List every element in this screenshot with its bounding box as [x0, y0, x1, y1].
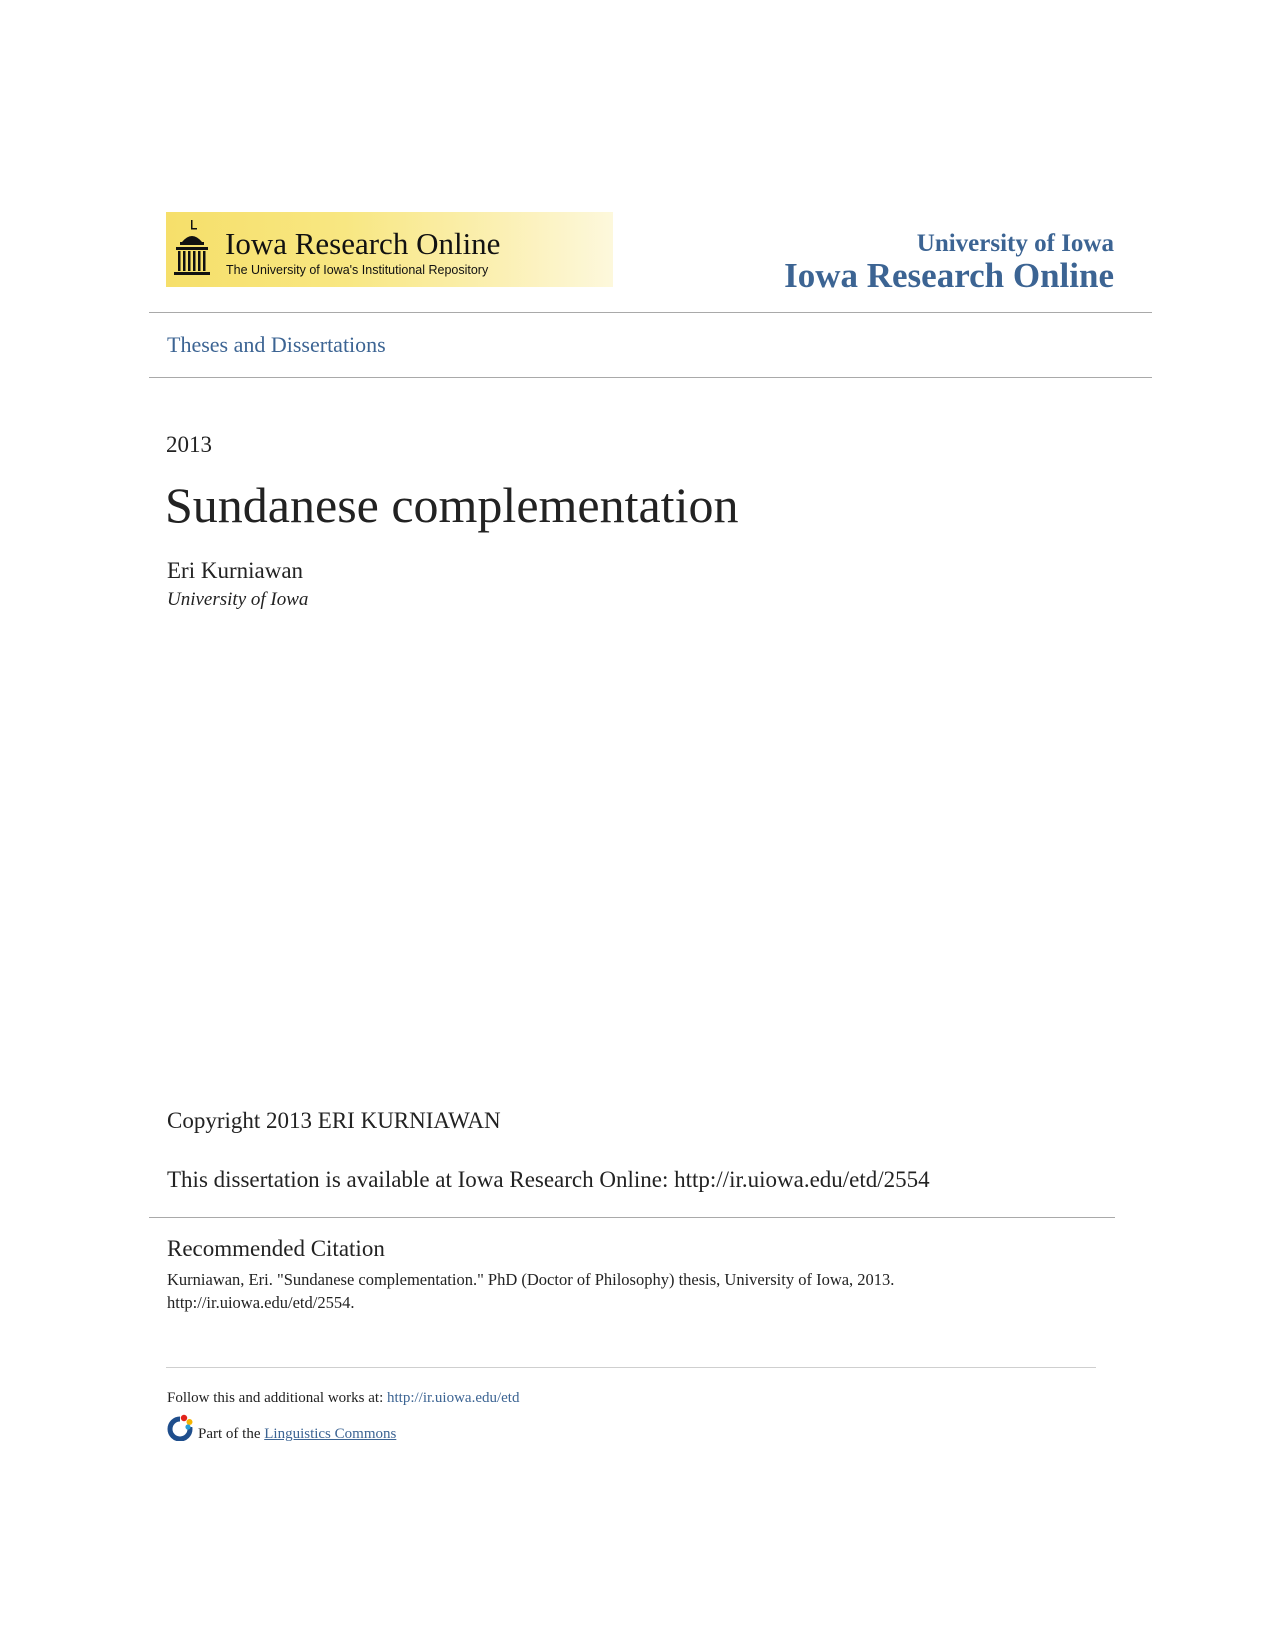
citation-divider	[149, 1217, 1115, 1218]
publication-year: 2013	[166, 432, 212, 457]
header-divider	[149, 312, 1152, 313]
series-divider	[149, 377, 1152, 378]
follow-line	[167, 1390, 519, 1407]
part-of-label: Part of the	[198, 1426, 261, 1442]
author-name: Eri Kurniawan	[167, 558, 304, 583]
old-capitol-building-icon	[174, 220, 210, 278]
university-name[interactable]: University of Iowa	[916, 230, 1114, 257]
banner-title: Iowa Research Online	[225, 226, 501, 261]
footer-divider	[166, 1367, 1096, 1368]
document-title: Sundanese complementation	[165, 477, 739, 533]
commons-link[interactable]: Linguistics Commons	[264, 1426, 397, 1442]
network-commons-icon	[166, 1413, 194, 1441]
citation-line-1: Kurniawan, Eri. "Sundanese complementation." PhD (Doctor of Philosophy) thesis, University of Iowa, 2013.	[167, 1270, 895, 1289]
copyright-notice: Copyright 2013 ERI KURNIAWAN	[167, 1108, 501, 1133]
banner-subtitle: The University of Iowa's Institutional Repository	[226, 263, 489, 277]
citation-text	[167, 1268, 1067, 1314]
author-affiliation: University of Iowa	[167, 589, 309, 610]
citation-line-2: http://ir.uiowa.edu/etd/2554.	[167, 1293, 355, 1312]
follow-label: Follow this and additional works at:	[167, 1390, 384, 1406]
repository-name[interactable]: Iowa Research Online	[784, 256, 1114, 295]
repository-banner-logo[interactable]	[166, 212, 613, 287]
series-link[interactable]: Theses and Dissertations	[167, 332, 386, 357]
part-of-line	[198, 1426, 396, 1443]
citation-heading: Recommended Citation	[167, 1236, 385, 1261]
availability-statement: This dissertation is available at Iowa Research Online: http://ir.uiowa.edu/etd/2554	[167, 1167, 930, 1192]
follow-link[interactable]: http://ir.uiowa.edu/etd	[386, 1390, 520, 1406]
